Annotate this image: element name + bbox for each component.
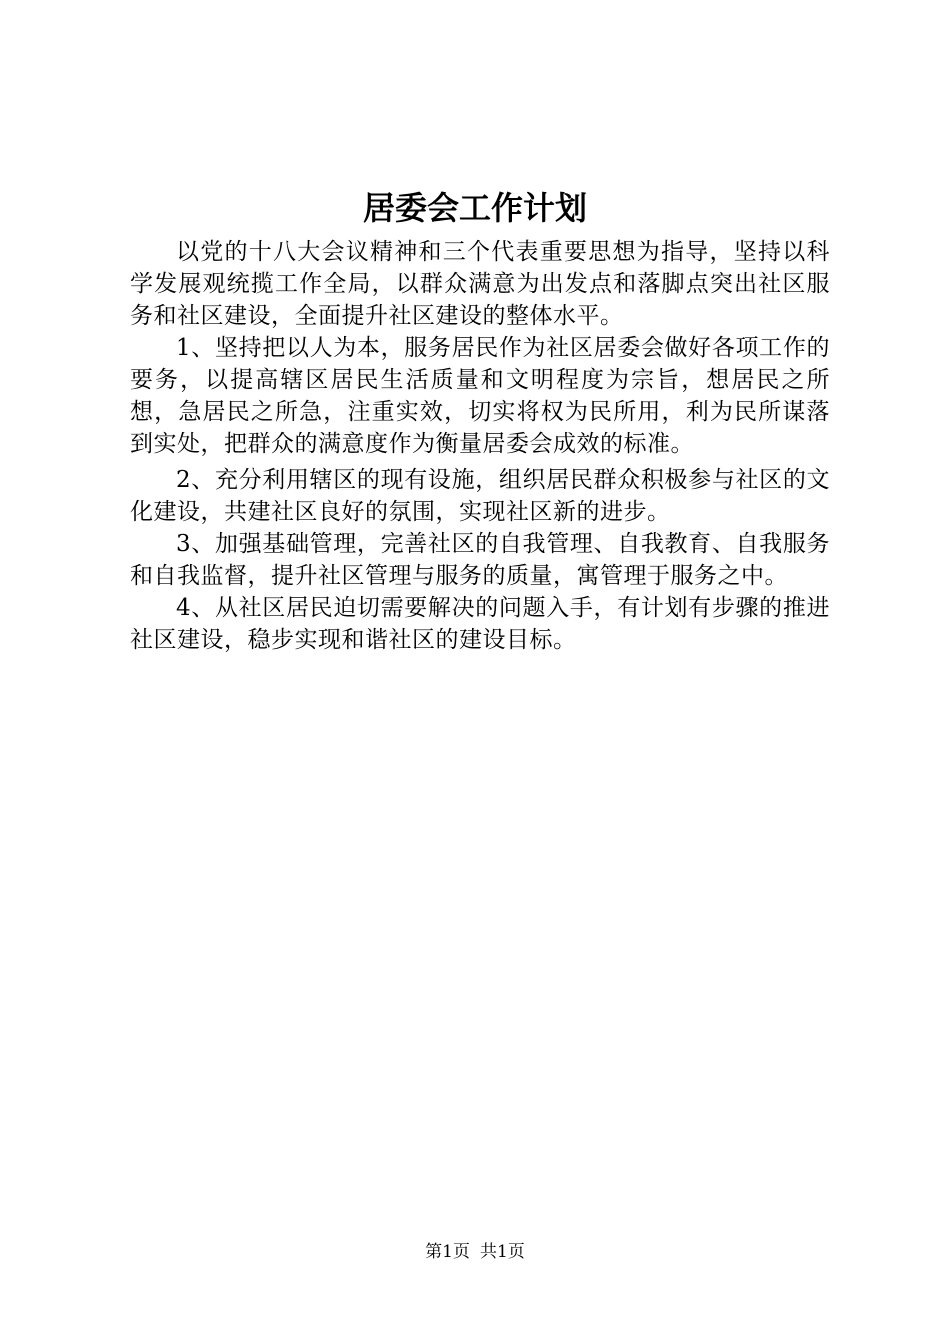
item-paragraph-1: 1、坚持把以人为本，服务居民作为社区居委会做好各项工作的要务，以提高辖区居民生活质量和文明程度为宗旨，想居民之所想，急居民之所急，注重实效，切实将权为民所用，利为民所谋落到实处，把群众的满意度作为衡量居委会成效的标准。 [130,335,830,457]
item-paragraph-2: 2、充分利用辖区的现有设施，组织居民群众积极参与社区的文化建设，共建社区良好的氛围，实现社区新的进步。 [130,467,830,525]
item-paragraph-3: 3、加强基础管理，完善社区的自我管理、自我教育、自我服务和自我监督，提升社区管理与服务的质量，寓管理于服务之中。 [130,531,830,589]
page-number-current: 第1页 [425,1242,470,1262]
item-paragraph-4: 4、从社区居民迫切需要解决的问题入手，有计划有步骤的推进社区建设，稳步实现和谐社区的建设目标。 [130,595,830,653]
page-number-total: 共1页 [480,1242,525,1262]
intro-paragraph: 以党的十八大会议精神和三个代表重要思想为指导，坚持以科学发展观统揽工作全局，以群众满意为出发点和落脚点突出社区服务和社区建设，全面提升社区建设的整体水平。 [130,239,830,329]
document-body [130,236,830,656]
page-footer [0,1240,950,1264]
document-title: 居委会工作计划 [362,189,587,227]
